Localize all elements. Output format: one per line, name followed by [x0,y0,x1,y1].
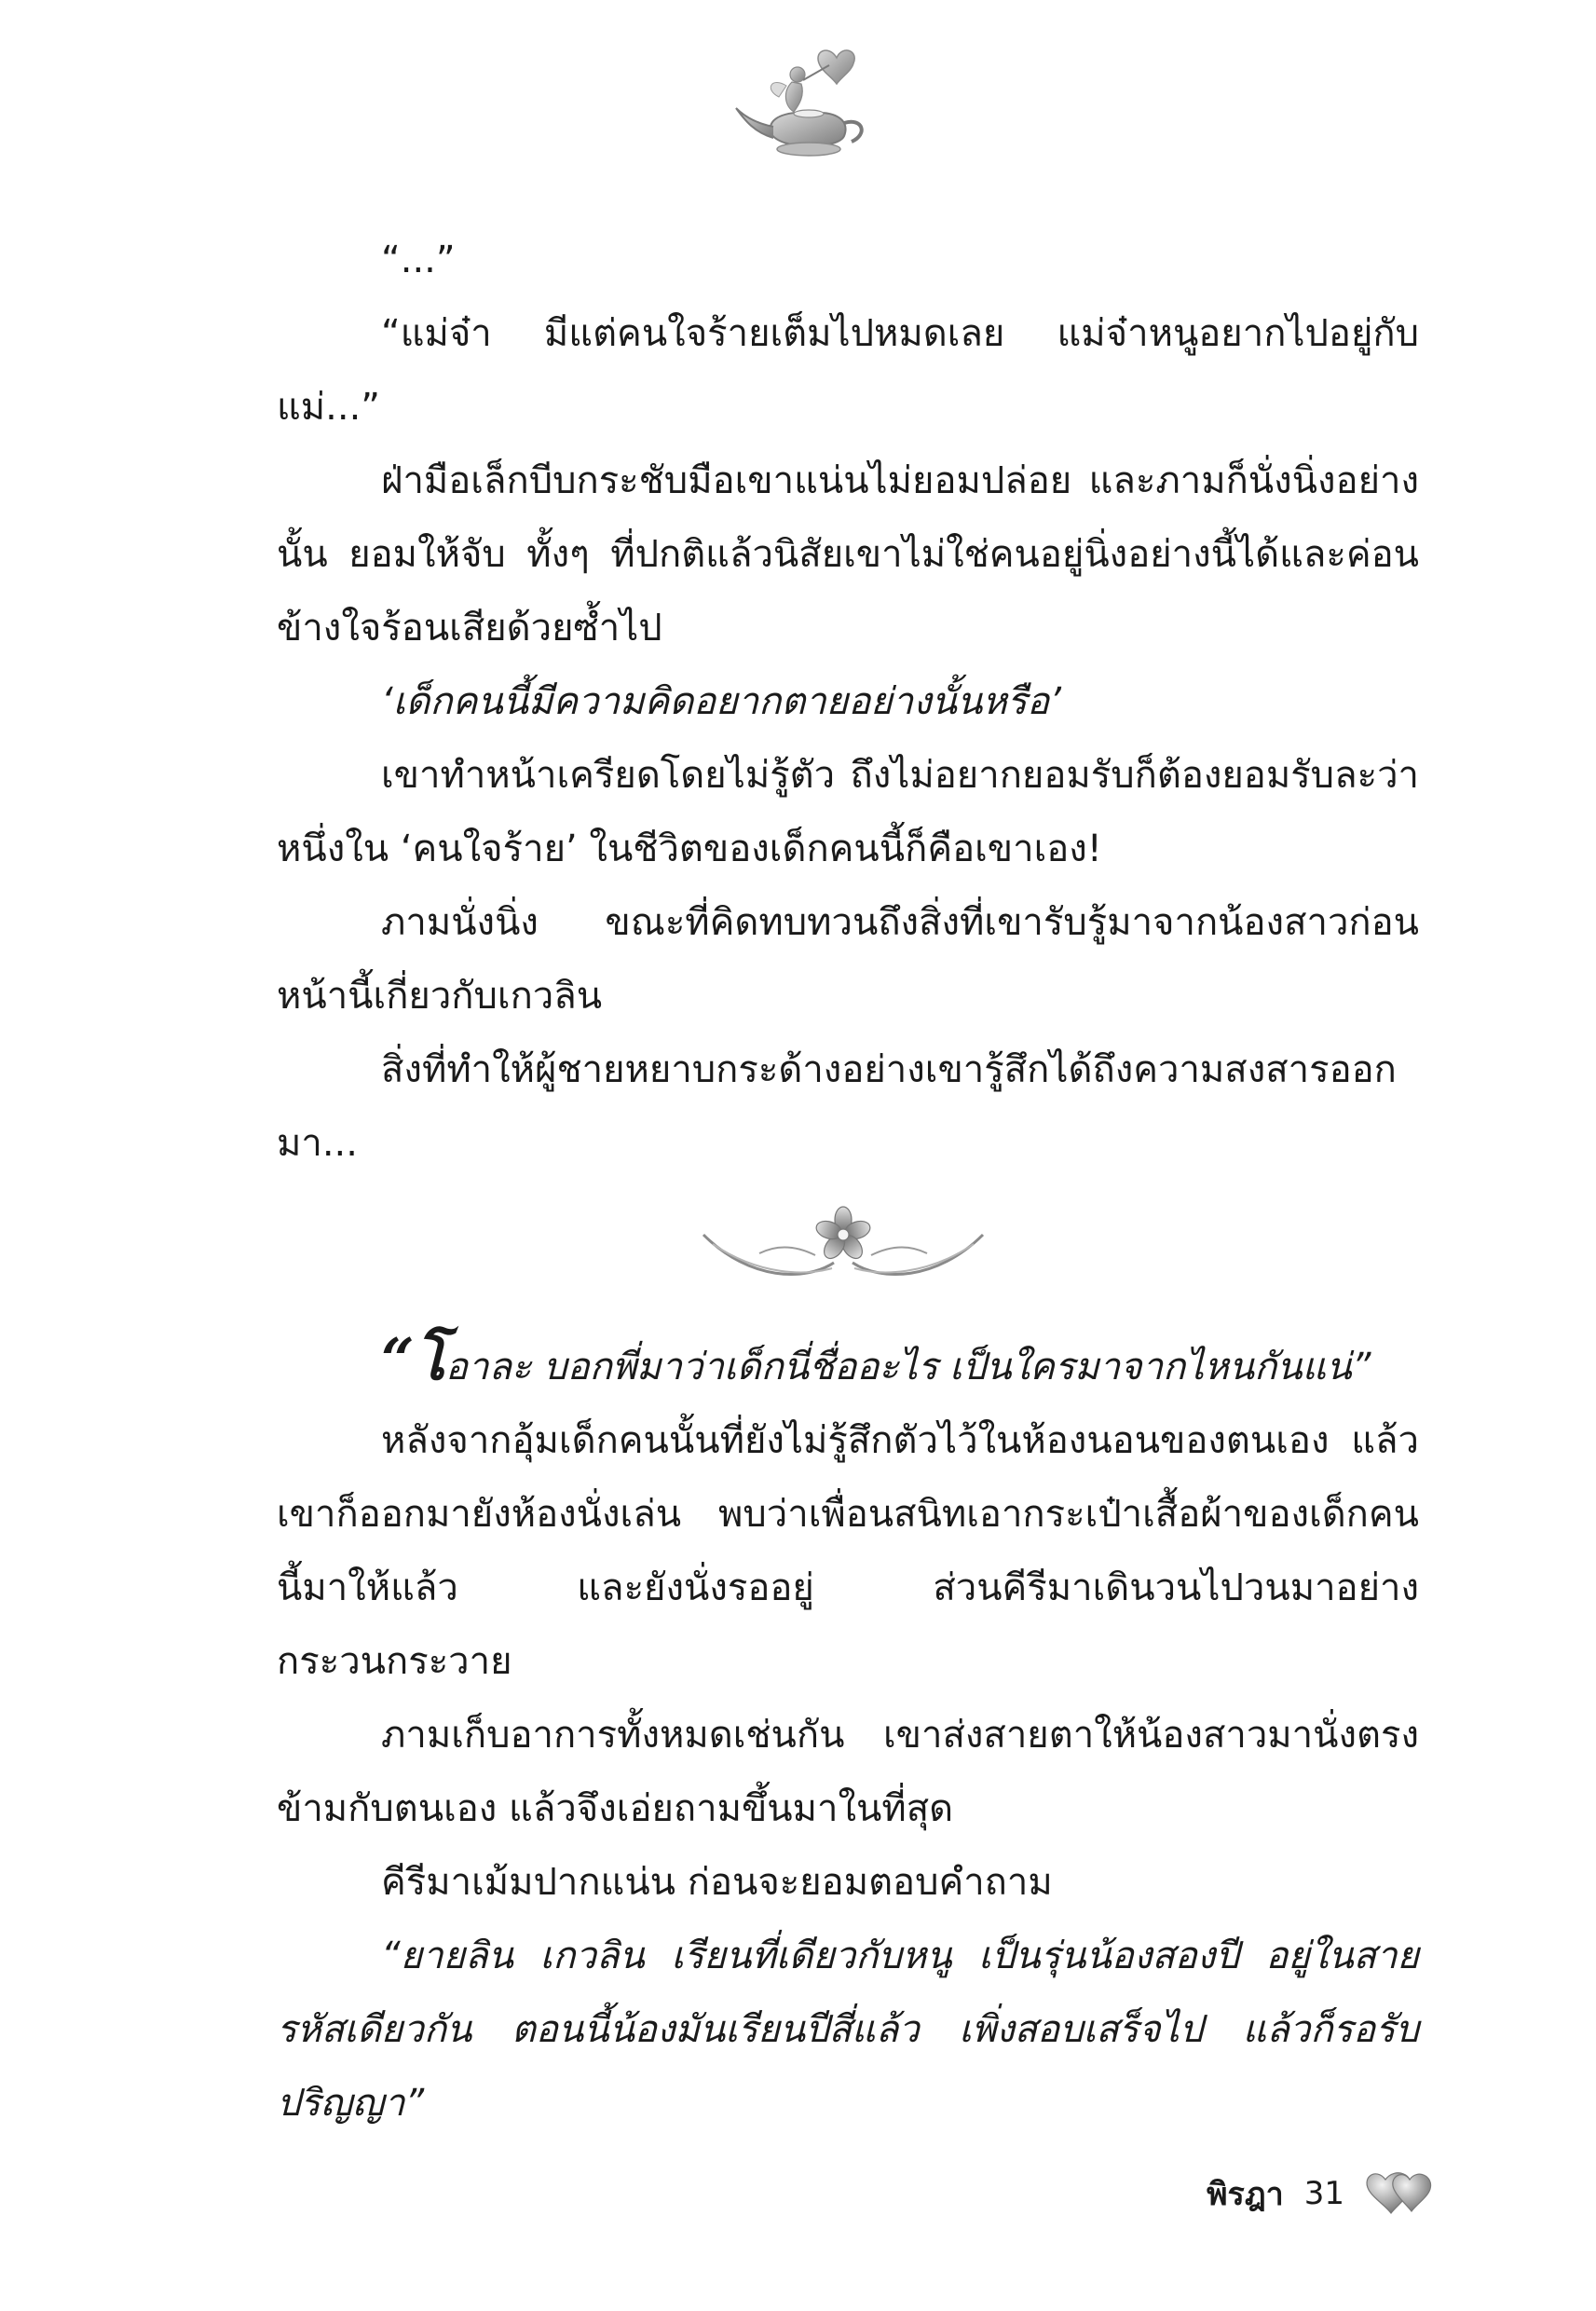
drop-cap-letter: โ [414,1325,445,1393]
flower-swirl-icon [694,1197,992,1300]
dialogue-paragraph: “ยายลิน เกวลิน เรียนที่เดียวกับหนู เป็นรุ่นน้องสองปี อยู่ในสายรหัสเดียวกัน ตอนนี้น้องมันเรียนปีสี่แล้ว เพิ่งสอบเสร็จไป แล้วก็รอรับปริญญา” [277,1935,1419,2125]
paragraph: “แม่จ๋า มีแต่คนใจร้ายเต็มไปหมดเลย แม่จ๋าหนูอยากไปอยู่กับแม่...” [277,312,1419,429]
hearts-icon [1365,2167,1438,2221]
paragraph: “...” [381,239,456,281]
teapot-cupid-heart-icon [727,37,894,177]
paragraph: ภามเก็บอาการทั้งหมดเช่นกัน เขาส่งสายตาให้น้องสาวมานั่งตรงข้ามกับตนเอง แล้วจึงเอ่ยถามขึ้นมาในที่สุด [277,1714,1419,1830]
italic-thought: ‘เด็กคนนี้มีความคิดอยากตายอย่างนั้นหรือ’ [381,680,1061,723]
opening-quote: “ [381,1325,415,1393]
page-footer [1207,2167,1438,2221]
paragraph: สิ่งที่ทำให้ผู้ชายหยาบกระด้างอย่างเขารู้สึกได้ถึงความสงสารออกมา... [277,1048,1397,1165]
paragraph: หลังจากอุ้มเด็กคนนั้นที่ยังไม่รู้สึกตัวไว้ในห้องนอนของตนเอง แล้วเขาก็ออกมายังห้องนั่งเล่น พบว่าเพื่อนสนิทเอากระเป๋าเสื้อผ้าของเด็กคนนี้มาให้แล้ว และยังนั่งรออยู่ ส่วนคีรีมาเดินวนไปวนมาอย่างกระวนกระวาย [277,1419,1419,1683]
paragraph: ภามนั่งนิ่ง ขณะที่คิดทบทวนถึงสิ่งที่เขารับรู้มาจากน้องสาวก่อนหน้านี้เกี่ยวกับเกวลิน [277,901,1419,1018]
book-title: พิรฎา [1207,2176,1284,2213]
section-2-text [277,1325,1419,2140]
page-number: 31 [1303,2175,1344,2212]
paragraph: เขาทำหน้าเครียดโดยไม่รู้ตัว ถึงไม่อยากยอมรับก็ต้องยอมรับละว่าหนึ่งใน ‘คนใจร้าย’ ในชีวิตของเด็กคนนี้ก็คือเขาเอง! [277,754,1419,870]
opening-line [277,1325,1419,1404]
paragraph: คีรีมาเม้มปากแน่น ก่อนจะยอมตอบคำถาม [381,1861,1053,1904]
section-1-text [277,224,1419,1181]
paragraph: ฝ่ามือเล็กบีบกระชับมือเขาแน่นไม่ยอมปล่อย และภามก็นั่งนิ่งอย่างนั้น ยอมให้จับ ทั้งๆ ที่ปกติแล้วนิสัยเขาไม่ใช่คนอยู่นิ่งอย่างนี้ได้และค่อนข้างใจร้อนเสียด้วยซ้ำไป [277,459,1419,650]
opening-line-text: อาละ บอกพี่มาว่าเด็กนี่ชื่ออะไร เป็นใครมาจากไหนกันแน่” [444,1346,1371,1388]
